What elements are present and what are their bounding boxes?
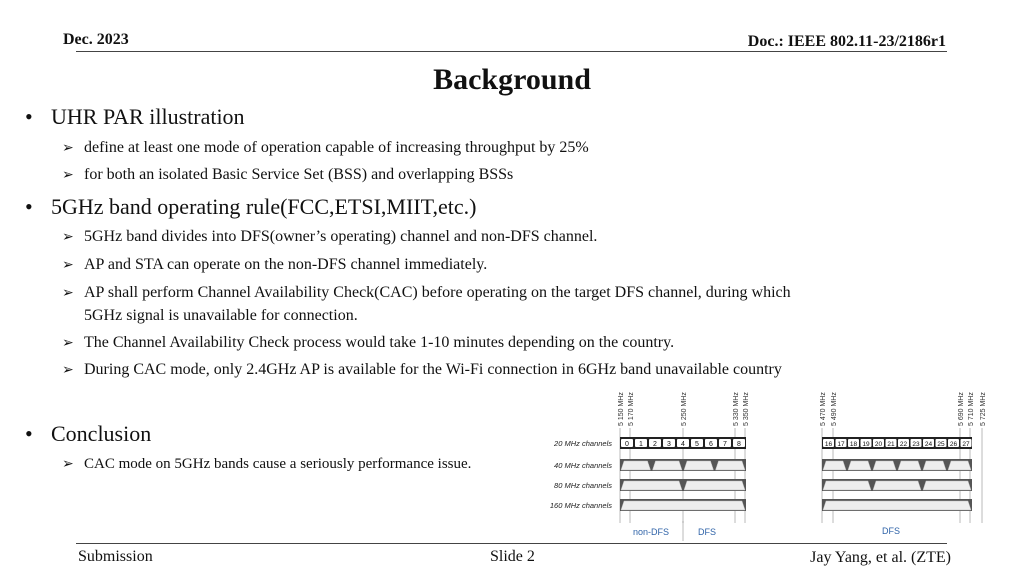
channel-number: 7	[723, 441, 727, 448]
bullet-conclusion	[25, 421, 151, 447]
sub-bullet-continuation: 5GHz signal is unavailable for connection.	[84, 307, 358, 324]
header-date: Dec. 2023	[63, 31, 129, 48]
channel-shape	[823, 481, 871, 490]
channel-number: 5	[695, 441, 699, 448]
arrow-bullet-icon: ➢	[62, 141, 74, 156]
sub-bullet-text: The Channel Availability Check process would take 1-10 minutes depending on the country.	[84, 334, 675, 351]
sub-bullet-text: During CAC mode, only 2.4GHz AP is available for the Wi-Fi connection in 6GHz band unavailable country	[84, 361, 782, 378]
bullet-uhr-par	[25, 104, 245, 130]
header-divider	[76, 51, 947, 52]
channel-number: 27	[962, 441, 970, 448]
bullet-text: UHR PAR illustration	[51, 104, 245, 129]
sub-bullet	[62, 226, 597, 249]
frequency-label: 5 470 MHz	[820, 392, 827, 426]
arrow-bullet-icon: ➢	[62, 168, 74, 183]
channel-number: 2	[653, 441, 657, 448]
sub-bullet-text: define at least one mode of operation capable of increasing throughput by 25%	[84, 139, 589, 156]
band-label-dfs: DFS	[882, 526, 900, 536]
channel-shape	[923, 481, 971, 490]
channel-number: 1	[639, 441, 643, 448]
channel-shape	[716, 461, 746, 470]
channel-shape	[898, 461, 921, 470]
channel-shape	[621, 501, 745, 510]
slide-title: Background	[433, 63, 591, 96]
channel-number: 6	[709, 441, 713, 448]
bullet-dot-icon: •	[25, 421, 33, 446]
bullet-5ghz-rule	[25, 194, 476, 220]
channel-shape	[684, 461, 714, 470]
sub-bullet-text: 5GHz band divides into DFS(owner’s operating) channel and non-DFS channel.	[84, 228, 598, 245]
channel-number: 17	[837, 441, 845, 448]
frequency-label: 5 150 MHz	[618, 392, 625, 426]
frequency-label: 5 170 MHz	[628, 392, 635, 426]
row-label: 20 MHz channels	[554, 439, 612, 448]
bullet-text: 5GHz band operating rule(FCC,ETSI,MIIT,etc.)	[51, 194, 477, 219]
band-label-nondfs: non-DFS	[632, 527, 670, 537]
channel-number: 3	[667, 441, 671, 448]
footer-authors: Jay Yang, et al. (ZTE)	[810, 549, 951, 566]
arrow-bullet-icon: ➢	[62, 230, 74, 245]
footer-submission: Submission	[78, 548, 153, 565]
row-label: 80 MHz channels	[554, 481, 612, 490]
frequency-label: 5 350 MHz	[743, 392, 750, 426]
channel-number: 16	[824, 441, 833, 448]
frequency-label: 5 490 MHz	[831, 392, 838, 426]
sub-bullet	[62, 453, 471, 476]
footer-slide-number: Slide 2	[490, 548, 535, 565]
channel-number: 4	[681, 441, 685, 448]
channel-number: 24	[924, 441, 933, 448]
channel-shape	[923, 461, 946, 470]
sub-bullet-text: CAC mode on 5GHz bands cause a seriously performance issue.	[84, 456, 472, 472]
channel-shape	[948, 461, 971, 470]
sub-bullet	[62, 332, 674, 355]
channel-shape	[684, 481, 745, 490]
frequency-label: 5 690 MHz	[958, 392, 965, 426]
frequency-label: 5 725 MHz	[980, 392, 987, 426]
channel-number: 19	[862, 441, 870, 448]
channel-number: 23	[912, 441, 920, 448]
arrow-bullet-icon: ➢	[62, 336, 74, 351]
channel-shape	[848, 461, 871, 470]
channel-diagram	[530, 383, 1010, 543]
frequency-label: 5 710 MHz	[968, 392, 975, 426]
arrow-bullet-icon: ➢	[62, 363, 74, 378]
sub-bullet-text: AP and STA can operate on the non-DFS channel immediately.	[84, 256, 488, 273]
channel-number: 25	[937, 441, 945, 448]
channel-number: 26	[949, 441, 958, 448]
arrow-bullet-icon: ➢	[62, 258, 74, 273]
sub-bullet-text: for both an isolated Basic Service Set (BSS) and overlapping BSSs	[84, 166, 514, 183]
sub-bullet	[62, 254, 487, 277]
channel-number: 18	[849, 441, 858, 448]
sub-bullet	[62, 137, 589, 160]
channel-shape	[823, 461, 846, 470]
sub-bullet-text: AP shall perform Channel Availability Check(CAC) before operating on the target DFS channel, during which	[84, 284, 791, 301]
sub-bullet	[62, 359, 782, 382]
bullet-text: Conclusion	[51, 421, 152, 446]
channel-number: 20	[874, 441, 883, 448]
row-label: 40 MHz channels	[554, 461, 612, 470]
bullet-dot-icon: •	[25, 194, 33, 219]
channel-shape	[873, 481, 921, 490]
bullet-dot-icon: •	[25, 104, 33, 129]
channel-number: 8	[737, 441, 741, 448]
sub-bullet	[62, 164, 513, 187]
footer-divider	[76, 543, 947, 544]
frequency-label: 5 330 MHz	[733, 392, 740, 426]
channel-shape	[621, 461, 651, 470]
row-label: 160 MHz channels	[549, 501, 612, 510]
channel-number: 0	[625, 441, 629, 448]
channel-shape	[823, 501, 971, 510]
arrow-bullet-icon: ➢	[62, 457, 74, 472]
channel-number: 21	[887, 441, 895, 448]
arrow-bullet-icon: ➢	[62, 286, 74, 301]
frequency-label: 5 250 MHz	[681, 392, 688, 426]
header-doc-number: Doc.: IEEE 802.11-23/2186r1	[747, 33, 946, 50]
channel-shape	[873, 461, 896, 470]
band-label-dfs: DFS	[698, 527, 716, 537]
channel-number: 22	[899, 441, 908, 448]
channel-shape	[621, 481, 682, 490]
sub-bullet	[62, 282, 791, 327]
channel-shape	[653, 461, 683, 470]
